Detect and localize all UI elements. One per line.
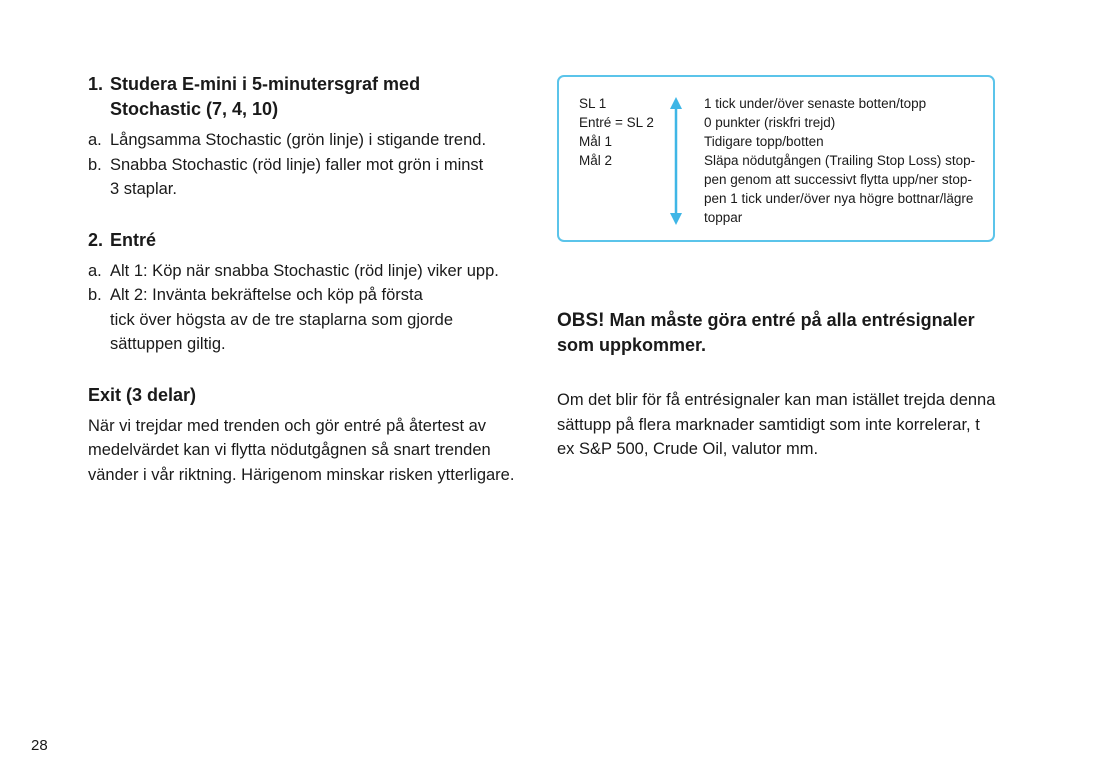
info-label: SL 1 [579,96,607,111]
item-text: Alt 1: Köp när snabba Stochastic (röd linje) viker upp. [110,261,499,280]
section-exit-heading: Exit (3 delar) [88,384,197,405]
double-arrow-icon [669,97,683,225]
info-value: Släpa nödutgången (Trailing Stop Loss) stop- [704,153,976,168]
item-letter: a. [88,261,102,280]
study-list [88,128,538,202]
heading-line: Stochastic (7, 4, 10) [110,99,279,119]
item-letter: a. [88,131,102,149]
info-value: toppar [704,210,743,225]
info-label: Entré = SL 2 [579,115,654,130]
note-line: Om det blir för få entrésignaler kan man istället trejda [557,391,945,409]
info-label: Mål 1 [579,134,613,149]
paragraph-line: risken ytterligare. [388,465,515,484]
section-exit [88,383,538,488]
info-value: pen genom att successivt flytta upp/ner stop- [704,172,972,187]
left-column [88,72,538,487]
paragraph-line: När vi trejdar med trenden och gör entré på återtest [88,416,465,435]
info-value: Tidigare topp/botten [704,134,824,149]
section-entry [88,228,538,357]
arrow-up-head [670,97,682,109]
list-item [88,153,538,202]
section-entry-heading [88,228,538,253]
note-line: denna sättupp på flera marknader samtidigt som inte [557,391,996,434]
page-number: 28 [31,737,48,754]
stop-target-info-box [557,75,995,242]
info-value: 0 punkter (riskfri trejd) [704,115,836,130]
paragraph-line: av medelvärdet kan vi flytta nödutgågnen så snart [88,416,487,459]
item-letter: b. [88,286,102,304]
section-study-heading [88,72,538,122]
obs-text: Man måste göra entré på alla entrésignaler [609,310,975,330]
info-value: pen 1 tick under/över nya högre bottnar/lägre [704,191,974,206]
item-text: Långsamma Stochastic (grön linje) i stigande trend. [110,131,487,149]
item-text: 3 staplar. [110,180,177,198]
heading-line: Entré [110,229,157,250]
list-item [88,259,538,284]
obs-text: som uppkommer. [557,335,707,355]
note-line: korrelerar, t ex S&P 500, Crude Oil, valutor mm. [557,415,980,458]
entry-list [88,259,538,357]
item-text: Snabba Stochastic (röd linje) faller mot grön i minst [110,155,484,174]
heading-line: Studera E-mini i 5-minutersgraf med [110,74,421,94]
info-value: 1 tick under/över senaste botten/topp [704,96,927,111]
section-study [88,72,538,202]
obs-note [557,308,987,358]
section-number: 1. [88,74,104,94]
obs-label: OBS! [557,310,605,331]
info-values [704,94,984,227]
list-item [88,128,538,153]
item-letter: b. [88,155,102,174]
list-item [88,283,538,357]
right-column [557,75,999,242]
info-labels [579,94,679,170]
exit-paragraph [88,414,538,488]
info-label: Mål 2 [579,153,613,168]
section-number: 2. [88,229,104,250]
paragraph-line: trenden vänder i vår riktning. Härigenom minskar [88,441,491,484]
correlation-note [557,388,997,462]
item-text: tick över högsta av de tre staplarna som gjorde [110,310,454,329]
arrow-down-head [670,213,682,225]
item-text: Alt 2: Invänta bekräftelse och köp på första [110,286,423,304]
item-text: sättuppen giltig. [110,335,226,353]
